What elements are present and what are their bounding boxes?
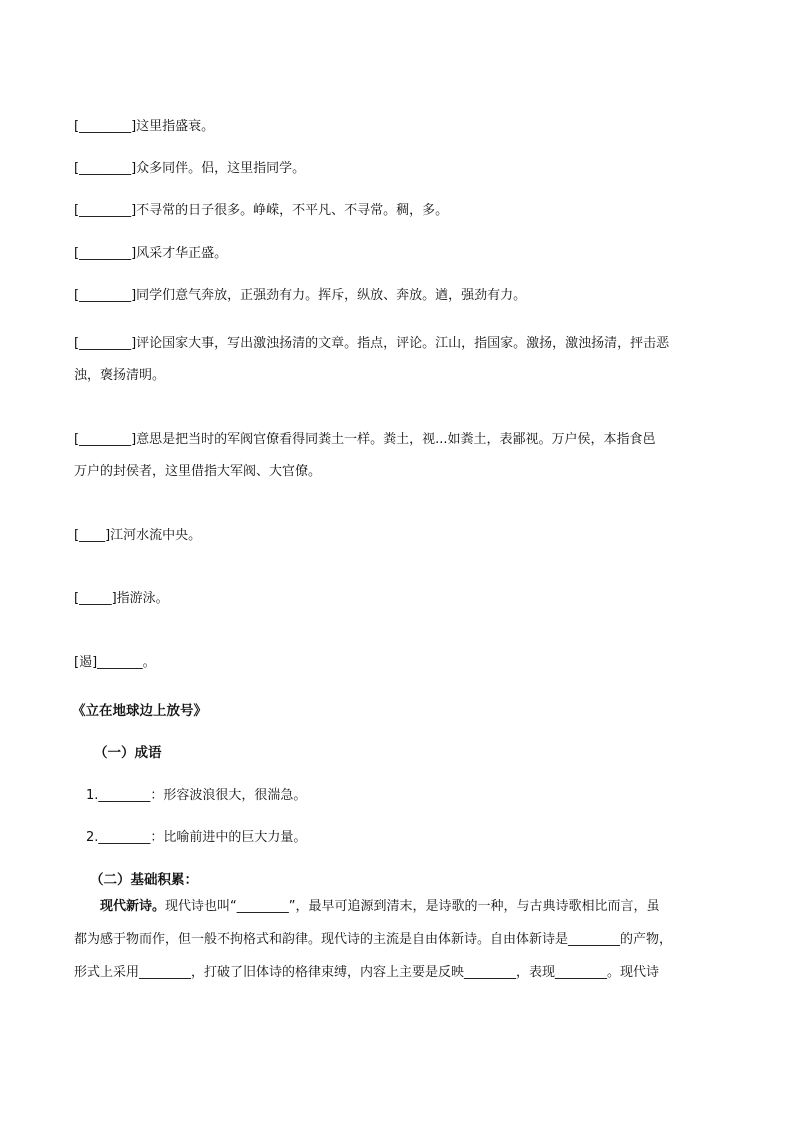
entry-5: [________]同学们意气奔放，正强劲有力。挥斥，纵放、奔放。遒，强劲有力。 xyxy=(74,288,527,303)
paragraph-line-2: 都为感于物而作，但一般不拘格式和韵律。现代诗的主流是自由体新诗。自由体新诗是________的产物， xyxy=(74,932,673,947)
entry-6: [________]评论国家大事，写出激浊扬清的文章。指点，评论。江山，指国家。激扬，激浊扬清，抨击恶 xyxy=(74,336,670,351)
subsection-idioms: （一）成语 xyxy=(94,745,162,761)
paragraph-line-3: 形式上采用________，打破了旧体诗的格律束缚，内容上主要是反映________，表现________。现代诗 xyxy=(74,965,660,980)
entry-3: [________]不寻常的日子很多。峥嵘，不平凡、不寻常。稠，多。 xyxy=(74,203,449,218)
paragraph-line-1: 现代诗也叫“________”，最早可追源到清末，是诗歌的一种，与古典诗歌相比而言，虽 xyxy=(165,899,660,914)
section-title: 《立在地球边上放号》 xyxy=(72,703,207,719)
idiom-item-1: 1.________：形容波浪很大，很湍急。 xyxy=(86,788,307,803)
entry-2: [________]众多同伴。侣，这里指同学。 xyxy=(74,161,306,176)
entry-9: [_____]指游泳。 xyxy=(74,591,169,606)
entry-1: [________]这里指盛衰。 xyxy=(74,119,215,134)
entry-7-cont: 万户的封侯者，这里借指大军阀、大官僚。 xyxy=(74,464,322,479)
entry-10: [遏]_______。 xyxy=(74,655,156,670)
entry-4: [________]风采才华正盛。 xyxy=(74,246,228,261)
paragraph-lead: 现代新诗。 xyxy=(100,899,166,914)
entry-8: [____]江河水流中央。 xyxy=(74,528,202,543)
idiom-item-2: 2.________：比喻前进中的巨大力量。 xyxy=(86,830,307,845)
subsection-basics: （二）基础积累： xyxy=(90,872,198,888)
modern-poetry-paragraph xyxy=(74,890,724,989)
entry-7: [________]意思是把当时的军阀官僚看得同粪土一样。粪土，视...如粪土，表鄙视。万户侯，本指食邑 xyxy=(74,432,656,447)
entry-6-cont: 浊，褒扬清明。 xyxy=(74,368,166,383)
